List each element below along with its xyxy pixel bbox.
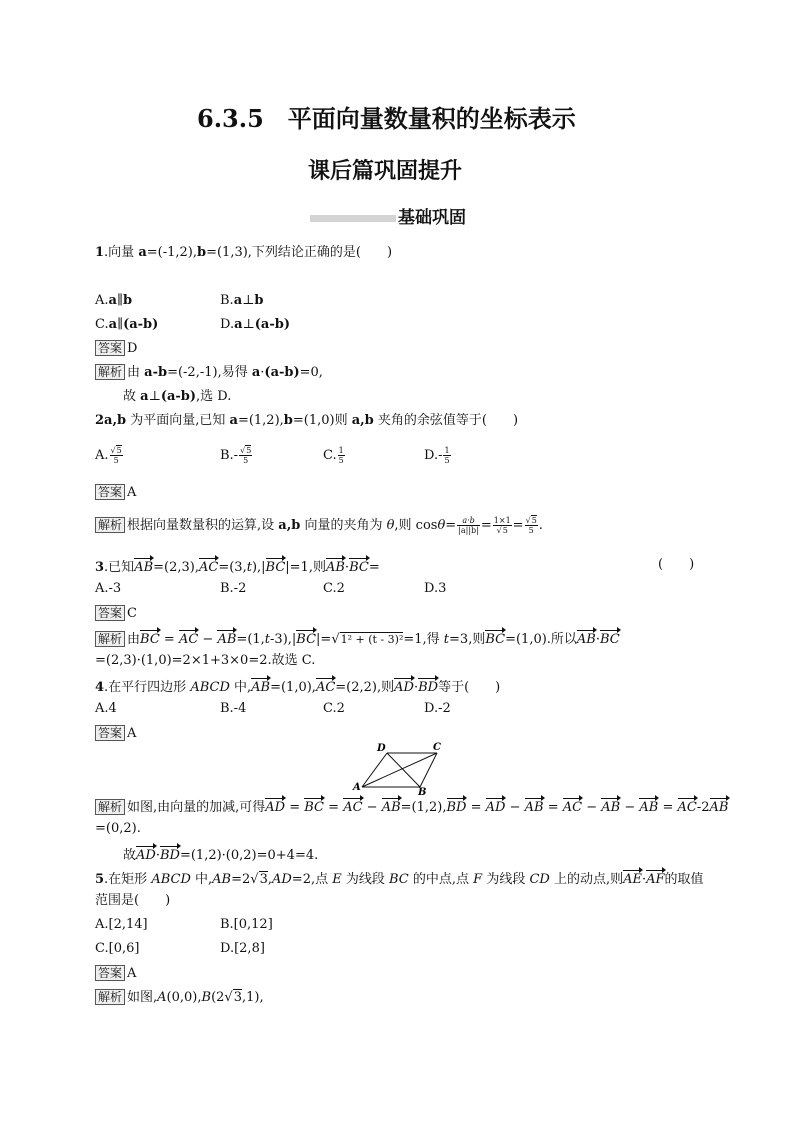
section-bar xyxy=(310,215,396,222)
text: 的中点,点 xyxy=(408,872,474,887)
q3-analysis-line2: =(2,3)·(1,0)=2×1+3×0=2.故选 C. xyxy=(95,653,316,668)
q3-option-c[interactable]: C.2 xyxy=(323,581,345,596)
numerator: 1×1 xyxy=(493,516,511,525)
text: · xyxy=(413,680,419,695)
vec-a: a xyxy=(140,389,149,404)
diagonal-bd xyxy=(387,753,420,787)
vector: BC xyxy=(304,797,324,816)
answer-tag: 答案 xyxy=(95,340,125,356)
vector: BD xyxy=(447,797,467,816)
text: 中, xyxy=(229,680,252,695)
shape-name: ABCD xyxy=(151,872,191,887)
vector: BC xyxy=(296,629,316,648)
vector: AB xyxy=(326,557,345,576)
text: =(1,2), xyxy=(400,800,447,815)
perp-symbol: ⊥ xyxy=(242,293,255,308)
vec-a: a xyxy=(234,317,243,332)
variable: t xyxy=(443,632,450,647)
vector: AC xyxy=(343,797,362,816)
q3-stem xyxy=(95,557,380,576)
fraction: $\frac{√5}{5}$ xyxy=(240,446,252,465)
segment: AD xyxy=(271,872,292,887)
text: 如图,由向量的加减,可得 xyxy=(127,800,266,815)
vector: AC xyxy=(678,797,697,816)
denominator: 5 xyxy=(444,456,450,465)
page-title: 6.3.5 平面向量数量积的坐标表示 xyxy=(197,104,576,133)
vec-b: b xyxy=(197,245,207,260)
shape-name: ABCD xyxy=(190,680,230,695)
radicand: 5 xyxy=(116,446,122,455)
vec-b: b xyxy=(122,293,133,308)
point: A xyxy=(157,990,167,1005)
text: 中, xyxy=(190,872,213,887)
text: 为线段 xyxy=(482,872,530,887)
text: =1,得 xyxy=(403,632,444,647)
text: =3,则 xyxy=(449,632,486,647)
vec-ab: a,b xyxy=(104,413,127,428)
q1-text: .向量 xyxy=(104,245,139,260)
text: =(3, xyxy=(218,560,247,575)
denominator: 5 xyxy=(338,456,344,465)
text: -3),| xyxy=(270,632,297,647)
vec-ab: a,b xyxy=(351,413,374,428)
answer-tag: 答案 xyxy=(95,965,125,981)
q5-analysis: 解析 如图,A(0,0),B(2√3,1), xyxy=(95,989,264,1006)
q5-num: 5 xyxy=(95,872,105,887)
numerator: 1 xyxy=(444,446,450,455)
opt-label: D. xyxy=(220,317,235,332)
text: = xyxy=(324,800,344,815)
text: =2,点 xyxy=(291,872,333,887)
vertex-c-label: C xyxy=(433,742,441,753)
vector: BC xyxy=(600,629,620,648)
q5-option-c[interactable]: C.[0,6] xyxy=(95,941,140,956)
text: |=1,则 xyxy=(285,560,326,575)
q3-paren: ( ) xyxy=(658,557,695,572)
vector: BD xyxy=(160,845,180,864)
text: = xyxy=(285,800,305,815)
text: 的取值 xyxy=(664,872,704,887)
q5-stem: 5.在矩形 ABCD 中,AB=2√3,AD=2,点 E 为线段 BC 的中点,点 F 为线段 CD 上的动点,则AE·AF的取值 xyxy=(95,869,704,888)
q3-option-d[interactable]: D.3 xyxy=(424,581,447,596)
fraction xyxy=(338,446,345,465)
q2-option-b[interactable] xyxy=(220,446,253,465)
vector: AB xyxy=(601,797,620,816)
vector: AB xyxy=(577,629,596,648)
denominator: 5 xyxy=(243,456,249,465)
text: 故 xyxy=(123,848,137,863)
text: .在矩形 xyxy=(104,872,152,887)
vec-b: b xyxy=(254,293,264,308)
analysis-tag: 解析 xyxy=(95,631,125,647)
vec-diff: (a-b) xyxy=(123,317,159,332)
vector: BC xyxy=(349,557,369,576)
vector: AF xyxy=(646,869,664,888)
text: ,则 cos xyxy=(394,518,438,533)
q3-num: 3 xyxy=(95,560,105,575)
point: E xyxy=(332,872,342,887)
q3-answer-value: C xyxy=(127,606,137,621)
radicand: 5 xyxy=(246,446,252,455)
q2-option-d[interactable] xyxy=(424,446,452,465)
text: =(1,0), xyxy=(270,680,316,695)
page-subtitle: 课后篇巩固提升 xyxy=(308,158,463,184)
text: .已知 xyxy=(104,560,135,575)
text: 上的动点,则 xyxy=(549,872,624,887)
text: − xyxy=(505,800,525,815)
vec-a: a xyxy=(108,317,118,332)
fraction: $\frac{√5}{5}$ xyxy=(110,446,122,465)
opt-label: A. xyxy=(95,448,109,463)
segment: BC xyxy=(389,872,409,887)
q4-stem xyxy=(95,677,500,696)
denominator: 5 xyxy=(113,456,119,465)
text: ),| xyxy=(251,560,266,575)
vector: AE xyxy=(623,869,642,888)
text: ,1), xyxy=(241,990,264,1005)
text: =(1,0).所以 xyxy=(505,632,577,647)
analysis-tag: 解析 xyxy=(95,364,125,380)
q4-answer-value: A xyxy=(127,726,137,741)
radicand: 5 xyxy=(531,516,537,525)
fraction: $\frac{1\times 1}{√5}$ xyxy=(493,516,511,535)
denominator: 5 xyxy=(528,526,534,535)
vector: AD xyxy=(136,845,156,864)
text: (0,0), xyxy=(166,990,202,1005)
radicand: 3 xyxy=(259,872,268,887)
vec-diff: a-b xyxy=(144,365,168,380)
q2-option-a[interactable] xyxy=(95,446,124,465)
text: = xyxy=(658,800,678,815)
text: (2 xyxy=(211,990,225,1005)
q2-num: 2 xyxy=(95,413,105,428)
q1-answer xyxy=(95,340,137,357)
section-title: 基础巩固 xyxy=(398,208,466,228)
analysis-tag: 解析 xyxy=(95,989,125,1005)
text: =(1,0)则 xyxy=(292,413,352,428)
parallel-symbol: ∥ xyxy=(116,293,123,308)
text: 故 xyxy=(123,389,141,404)
text: 由 xyxy=(127,365,145,380)
text: . xyxy=(538,518,543,533)
vertex-d-label: D xyxy=(377,743,386,754)
q2-stem xyxy=(95,413,518,429)
q2-answer-value: A xyxy=(127,485,137,500)
answer-tag: 答案 xyxy=(95,725,125,741)
fraction xyxy=(457,516,480,535)
radicand: 5 xyxy=(502,526,508,535)
opt-label: B.- xyxy=(220,448,239,463)
radicand: 3 xyxy=(233,990,242,1005)
vec-a: a xyxy=(108,293,117,308)
vec-a: a xyxy=(229,413,238,428)
opt-label: B. xyxy=(220,293,234,308)
text: − xyxy=(620,800,640,815)
q3-option-b[interactable]: B.-2 xyxy=(220,581,247,596)
q4-answer xyxy=(95,725,136,742)
text: 为线段 xyxy=(341,872,389,887)
text: 夹角的余弦值等于( ) xyxy=(373,413,519,428)
segment: AB xyxy=(212,872,232,887)
text: 等于( ) xyxy=(438,680,501,695)
perp-symbol: ⊥ xyxy=(242,317,255,332)
q3-answer xyxy=(95,605,137,622)
vector: AB xyxy=(382,797,401,816)
vec-b: b xyxy=(283,413,293,428)
opt-label: C. xyxy=(323,448,337,463)
q4-analysis xyxy=(95,797,729,816)
text: =2 xyxy=(231,872,251,887)
vector: AD xyxy=(394,677,414,696)
q4-option-a[interactable]: A.4 xyxy=(95,701,117,716)
text: .在平行四边形 xyxy=(104,680,191,695)
q1-text: =(-1,2), xyxy=(146,245,197,260)
analysis-tag: 解析 xyxy=(95,517,125,533)
text: = xyxy=(445,518,457,533)
opt-label: D.- xyxy=(424,448,443,463)
q5-option-a[interactable]: A.[2,14] xyxy=(95,917,148,932)
text: 如图, xyxy=(127,990,158,1005)
vec-a: a xyxy=(251,365,261,380)
text: 根据向量数量积的运算,设 xyxy=(127,518,279,533)
numerator: 1 xyxy=(338,446,344,455)
vector: AB xyxy=(639,797,658,816)
text: · xyxy=(641,872,647,887)
parallelogram-figure xyxy=(345,740,455,795)
q1-num: 1 xyxy=(95,245,105,260)
q3-analysis: 解析 由BC = AC − AB=(1,t-3),|BC|=√1² + (t - 3)²=1,得 t=3,则BC=(1,0).所以AB·BC xyxy=(95,629,620,648)
theta: θ xyxy=(386,518,395,533)
text: 向量的夹角为 xyxy=(300,518,387,533)
text: =(2,3), xyxy=(153,560,199,575)
q4-option-c[interactable]: C.2 xyxy=(323,701,345,716)
side-da xyxy=(362,753,387,787)
text: = xyxy=(159,632,179,647)
q1-text: =(1,3),下列结论正确的是( ) xyxy=(206,245,393,260)
perp-symbol: ⊥ xyxy=(148,389,161,404)
vec-a: a xyxy=(138,245,147,260)
text: · xyxy=(155,848,160,863)
text: = xyxy=(543,800,563,815)
parallel-symbol: ∥ xyxy=(117,317,124,332)
vector: AB xyxy=(217,629,236,648)
vertex-b-label: B xyxy=(418,787,427,795)
vector: AD xyxy=(265,797,285,816)
q5-stem-line2: 范围是( ) xyxy=(95,893,171,908)
vector: AB xyxy=(710,797,729,816)
vector: BD xyxy=(418,677,438,696)
q1-option-b[interactable] xyxy=(220,293,263,309)
vector: AD xyxy=(486,797,506,816)
text: = xyxy=(368,560,380,575)
numerator: a·b xyxy=(457,516,480,526)
text: = xyxy=(466,800,486,815)
fraction xyxy=(443,446,450,465)
text: |= xyxy=(316,632,332,647)
text: =(-2,-1),易得 xyxy=(167,365,252,380)
fraction: $\frac{√5}{5}$ xyxy=(525,516,537,535)
vec-diff: (a-b) xyxy=(264,365,300,380)
q1-option-d[interactable] xyxy=(220,317,290,333)
variable: t xyxy=(246,560,252,575)
q2-option-c[interactable] xyxy=(323,446,346,465)
text: − xyxy=(198,632,218,647)
diagonal-ac xyxy=(362,753,437,787)
vector: AC xyxy=(199,557,218,576)
segment: CD xyxy=(529,872,550,887)
text: =(1,2), xyxy=(237,413,284,428)
q4-analysis-line3 xyxy=(123,845,318,864)
q1-option-a[interactable] xyxy=(95,293,132,309)
vector: AB xyxy=(134,557,153,576)
q5-option-b[interactable]: B.[0,12] xyxy=(220,917,273,932)
radicand: 1² + (t - 3)² xyxy=(340,633,404,646)
text: 由 xyxy=(127,632,141,647)
text: = xyxy=(512,518,524,533)
q1-stem xyxy=(95,245,392,261)
text: · xyxy=(260,365,265,380)
vec-diff: (a-b) xyxy=(254,317,290,332)
denominator: |a||b| xyxy=(458,526,479,535)
side-cb xyxy=(420,753,437,787)
q5-option-d[interactable]: D.[2,8] xyxy=(220,941,265,956)
vector: AC xyxy=(563,797,582,816)
opt-label: C. xyxy=(95,317,109,332)
text: 为平面向量,已知 xyxy=(126,413,230,428)
q2-analysis xyxy=(95,516,543,535)
point: B xyxy=(201,990,212,1005)
q4-option-b[interactable]: B.-4 xyxy=(220,701,247,716)
point: F xyxy=(473,872,483,887)
text: · xyxy=(344,560,350,575)
vector: AC xyxy=(179,629,198,648)
q5-answer xyxy=(95,965,136,982)
opt-label: A. xyxy=(95,293,109,308)
vector: AB xyxy=(251,677,270,696)
vec-ab: a,b xyxy=(278,518,301,533)
vertex-a-label: A xyxy=(353,782,361,793)
q1-analysis-line2 xyxy=(123,389,231,405)
vector: BC xyxy=(266,557,286,576)
text: =(1, xyxy=(236,632,265,647)
q4-num: 4 xyxy=(95,680,105,695)
q1-option-c[interactable] xyxy=(95,317,158,333)
text: − xyxy=(362,800,382,815)
text: ,选 D. xyxy=(196,389,232,404)
vec-a: a xyxy=(233,293,243,308)
q1-answer-value: D xyxy=(127,341,138,356)
variable: t xyxy=(264,632,271,647)
q4-analysis-line2: =(0,2). xyxy=(95,821,141,836)
vec-diff: (a-b) xyxy=(160,389,197,404)
answer-tag: 答案 xyxy=(95,605,125,621)
q3-option-a[interactable]: A.-3 xyxy=(95,581,122,596)
q2-answer xyxy=(95,484,136,501)
text: · xyxy=(595,632,601,647)
text: -2 xyxy=(696,800,710,815)
text: , xyxy=(267,872,272,887)
text: =(1,2)·(0,2)=0+4=4. xyxy=(179,848,319,863)
text: = xyxy=(480,518,492,533)
answer-tag: 答案 xyxy=(95,484,125,500)
vector: BC xyxy=(140,629,160,648)
q1-analysis xyxy=(95,364,323,381)
theta: θ xyxy=(437,518,446,533)
text: =0, xyxy=(299,365,323,380)
vector: BC xyxy=(485,629,505,648)
q4-option-d[interactable]: D.-2 xyxy=(424,701,451,716)
text: − xyxy=(582,800,602,815)
analysis-tag: 解析 xyxy=(95,799,125,815)
vector: AC xyxy=(316,677,335,696)
vector: AB xyxy=(525,797,544,816)
q5-answer-value: A xyxy=(127,966,137,981)
text: =(2,2),则 xyxy=(335,680,395,695)
